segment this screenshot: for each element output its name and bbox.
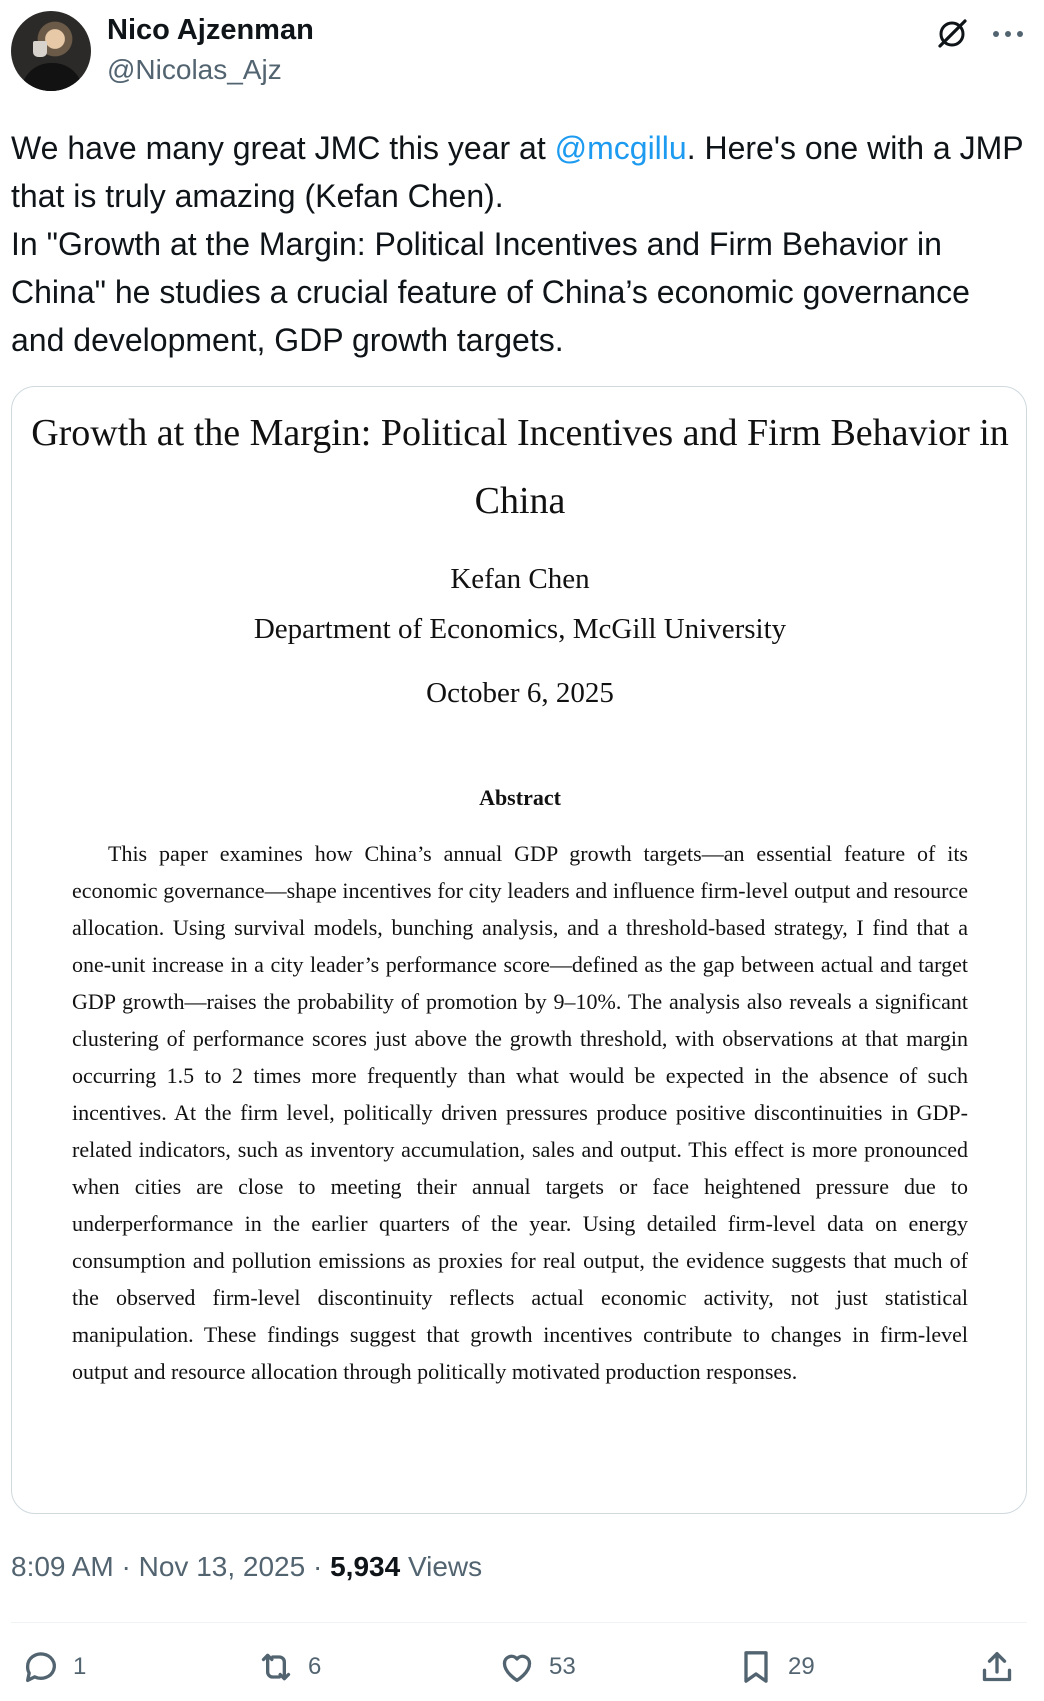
tweet-time[interactable]: 8:09 AM [11,1551,114,1582]
avatar-cup [33,41,47,57]
tweet-header [0,0,1044,100]
bookmark-button[interactable] [736,1645,815,1689]
retweet-button[interactable] [256,1645,321,1689]
paper-department: Department of Economics, McGill University [253,613,787,645]
meta-separator: · [312,1551,323,1582]
tweet-text-rest: . Here's one with a JMP that is truly amazing (Kefan Chen). In "Growth at the Margin: Political Incentives and Firm Behavior in China" he studies a crucial feature of China’s economic governance and development, GDP growth targets. [11,130,1024,358]
reply-button[interactable] [21,1645,86,1689]
abstract-text: This paper examines how China’s annual GDP growth targets—an essential feature of its economic governance—shape incentives for city leaders and influence firm-level output and resource allocation. Using survival models, bunching analysis, and a threshold-based strategy, I find that a one-unit increase in a city leader’s performance score—defined as the gap between actual and target GDP growth—raises the probability of promotion by 9–10%. The analysis also reveals a significant clustering of performance scores just above the growth threshold, with observations at that margin occurring 1.5 to 2 times more frequently than what would be expected in the absence of such incentives. At the firm level, politically driven pressures produce positive discontinuities in GDP-related indicators, such as inventory accumulation, sales and output. This effect is more pronounced when cities are close to meeting their annual targets or face heightened pressure due to underperformance in the earlier quarters of the year. Using detailed firm-level data on energy consumption and pollution emissions as proxies for real output, the evidence suggests that much of the observed firm-level discontinuity reflects actual economic activity, not just statistical manipulation. These findings suggest that growth incentives contribute to changes in firm-level output and resource allocation through politically motivated production responses. [72,841,968,1384]
mention-link[interactable]: @mcgillu [554,130,687,166]
divider [11,1622,1027,1623]
views-count: 5,934 [330,1551,401,1582]
share-icon [977,1647,1017,1687]
meta-separator: · [121,1551,131,1582]
reply-icon [21,1647,61,1687]
retweet-count: 6 [308,1653,322,1680]
author-handle[interactable]: @Nicolas_Ajz [107,54,282,85]
reply-count: 1 [73,1653,87,1680]
abstract-heading: Abstract [479,785,561,810]
avatar[interactable] [11,11,91,91]
action-bar [0,1645,1044,1695]
views-label: Views [407,1551,483,1582]
like-count: 53 [549,1653,576,1680]
like-icon [497,1647,537,1687]
like-button[interactable] [497,1645,576,1689]
avatar-shirt [21,63,83,91]
tweet-text-start: We have many great JMC this year at [11,130,555,166]
share-button[interactable] [977,1645,1017,1689]
paper-author: Kefan Chen [450,563,590,595]
tweet-date[interactable]: Nov 13, 2025 [138,1551,306,1582]
bookmark-count: 29 [788,1653,815,1680]
grok-icon[interactable] [935,17,969,51]
tweet-text [11,124,1031,364]
paper-title: Growth at the Margin: Political Incentives and Firm Behavior in China [31,412,1009,522]
paper-image-card[interactable] [11,386,1027,1514]
author-name[interactable]: Nico Ajzenman [107,14,314,46]
paper-date: October 6, 2025 [426,677,614,709]
tweet-meta [11,1551,482,1583]
bookmark-icon [736,1647,776,1687]
retweet-icon [256,1647,296,1687]
more-icon[interactable] [990,20,1026,48]
